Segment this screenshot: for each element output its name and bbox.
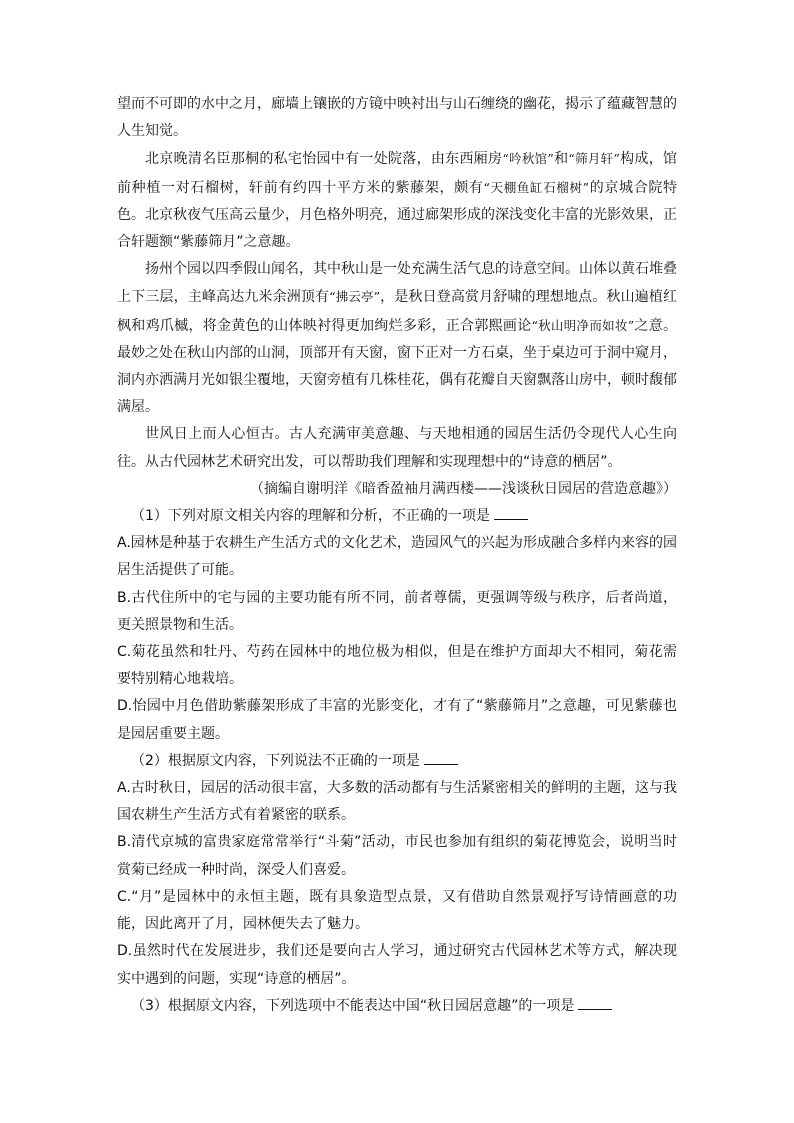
question-stem — [117, 503, 677, 530]
option: C.菊花虽然和牡丹、芍药在园林中的地位极为相似，但是在维护方面却大不相同，菊花需要特别精心地栽培。 — [117, 644, 677, 688]
option: D.怡园中月色借助紫藤架形成了丰富的光影变化，才有了“紫藤筛月”之意趣，可见紫藤也是园居重要主题。 — [117, 698, 677, 742]
option: D.虽然时代在发展进步，我们还是要向古人学习，通过研究古代园林艺术等方式，解决现实中遇到的问题，实现“诗意的栖居”。 — [117, 943, 677, 987]
quoted-name: “吟秋馆” — [502, 151, 554, 167]
text-run: 和 — [553, 151, 569, 168]
option: C.“月”是园林中的永恒主题，既有具象造型点景，又有借助自然景观抒写诗情画意的功能，因此离开了月，园林便失去了魅力。 — [117, 888, 677, 933]
text-run: 北京晚清名臣那桐的私宅怡园中有一处院落，由东西厢房 — [145, 151, 503, 168]
option: A.古时秋日，园居的活动很丰富，大多数的活动都有与生活紧密相关的鲜明的主题，这与我国农耕生产生活方式有着紧密的联系。 — [117, 780, 677, 824]
question-stem — [117, 993, 677, 1020]
text-run: ，是秋日登高赏月舒啸的理想地点。秋山遍植红枫和鸡爪槭，将金黄色的山体映衬得更加绚烂多彩，正合郭熙画论 — [117, 289, 678, 334]
paragraph: 世风日上而人心恒古。古人充满审美意趣、与天地相通的园居生活仍令现代人心生向往。从古代园林艺术研究出发，可以帮助我们理解和实现理想中的“诗意的栖居”。 — [117, 426, 677, 470]
paragraph — [117, 256, 677, 421]
source-citation: （摘编自谢明洋《暗香盈袖月满西楼——浅谈秋日园居的营造意趣》） — [250, 480, 677, 497]
quoted-name: “秋山明净而如妆” — [531, 317, 635, 333]
question-text: （1）下列对原文相关内容的理解和分析，不正确的一项是 — [131, 508, 490, 525]
question-text: （2）根据原文内容，下列说法不正确的一项是 — [131, 752, 420, 769]
document-page — [117, 91, 677, 1020]
text-run: 扬州个园以四季假山闻名，其中秋山是一处充满生活气息的诗意空间。山体以黄石堆叠上下三层，主峰高达九米余洲顶有 — [117, 261, 677, 306]
answer-blank[interactable] — [494, 507, 528, 520]
text-run: 之意。最妙之处在秋山内部的山洞，顶部开有天窗，窗下正对一方石桌，坐于桌边可于洞中窥月，洞内亦洒满月光如银尘覆地，天窗旁植有几株桂花，偶有花瓣自天窗飘落山房中，顿时馥郁满屋。 — [117, 317, 678, 416]
quoted-name: “拂云亭” — [329, 289, 381, 305]
text-run: 的京城合院特色。北京秋夜气压高云量少，月色格外明亮，通过廊架形成的深浅变化丰富的光影效果，正合轩题额“紫藤筛月”之意趣。 — [117, 179, 678, 251]
option: B.清代京城的富贵家庭常常举行“斗菊”活动，市民也参加有组织的菊花博览会，说明当时赏菊已经成一种时尚，深受人们喜爱。 — [117, 834, 677, 878]
answer-blank[interactable] — [424, 752, 458, 765]
text-run: 构成，馆前种植一对石榴树，轩前有约四十平方米的紫藤架，颇有 — [117, 151, 678, 196]
quoted-name: “筛月轩” — [568, 151, 620, 167]
quoted-name: “天棚鱼缸石榴树” — [483, 179, 590, 195]
option: B.古代住所中的宅与园的主要功能有所不同，前者尊儒，更强调等级与秩序，后者尚道，更关照景物和生活。 — [117, 589, 677, 633]
answer-blank[interactable] — [578, 997, 612, 1010]
option: A.园林是种基于农耕生产生活方式的文化艺术，造园风气的兴起为形成融合多样内来容的园居生活提供了可能。 — [117, 535, 677, 579]
paragraph — [117, 145, 677, 256]
paragraph: 望而不可即的水中之月，廊墙上镶嵌的方镜中映衬出与山石缠绕的幽花，揭示了蕴藏智慧的人生知觉。 — [117, 96, 677, 140]
question-text: （3）根据原文内容，下列选项中不能表达中国“秋日园居意趣”的一项是 — [131, 997, 575, 1014]
question-stem — [117, 748, 677, 775]
